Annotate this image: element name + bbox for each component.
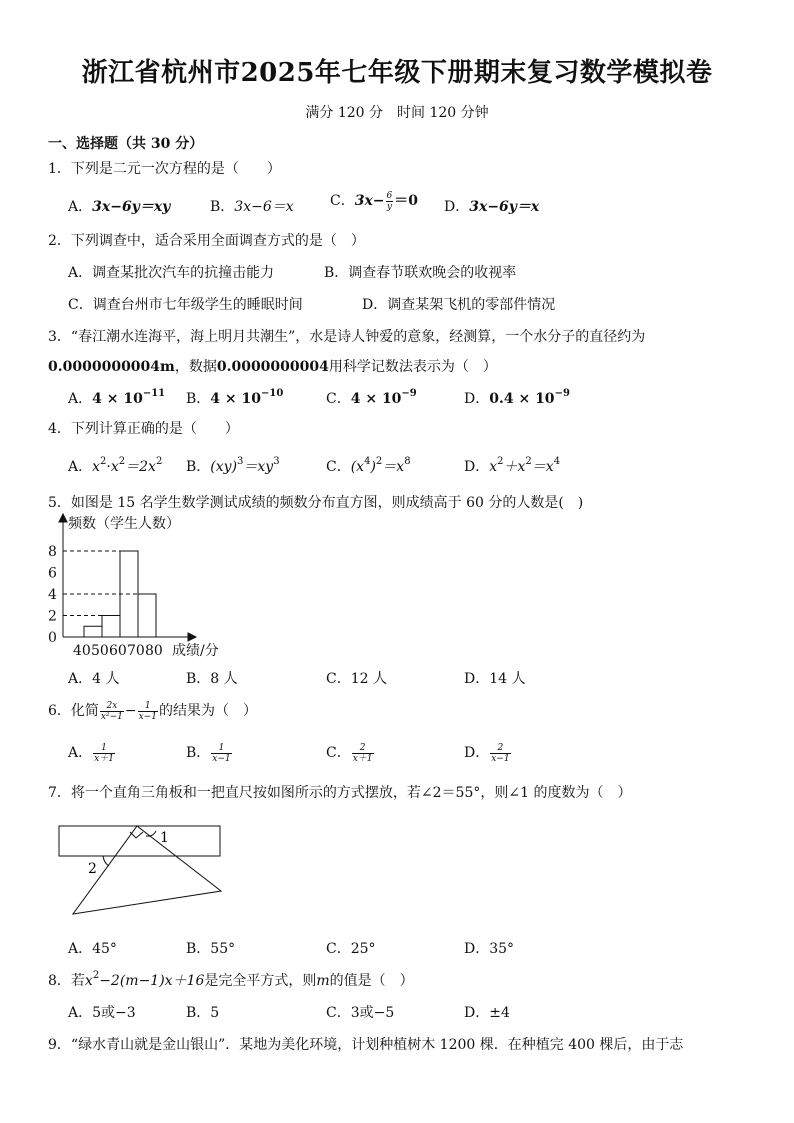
q1-option-a: A．3x−6y＝xy [68,199,171,215]
q8-option-a: A．5或−3 [68,1005,136,1021]
q7-option-a: A．45° [68,941,117,957]
page-subtitle: 满分 120 分 时间 120 分钟 [305,105,489,121]
q1-option-b: B．3x−6＝x [210,199,294,215]
q2-option-c: C．调查台州市七年级学生的睡眠时间 [68,297,303,313]
q5-option-c: C．12 人 [326,671,387,687]
q9-stem: 9．“绿水青山就是金山银山”．某地为美化环境，计划种植树木 1200 棵．在种植完 400 棵后，由于志 [48,1037,684,1053]
y-tick-label: 2 [48,608,57,625]
q6-option-b: B． $\frac{1}{x-1}$ [186,742,231,764]
q3-option-b: B．$4 \times 10^{-10}$ [186,388,284,407]
y-tick-label: 6 [48,565,57,582]
q5-option-b: B．8 人 [186,671,238,687]
q2-option-d: D．调查某架飞机的零部件情况 [362,297,556,313]
q3-option-d: D．$0.4 \times 10^{-9}$ [464,388,570,407]
q5-option-d: D．14 人 [464,671,526,687]
q7-option-d: D．35° [464,941,515,957]
y-tick-label: 8 [48,544,57,560]
q8-option-c: C．3或−5 [326,1005,395,1021]
q3-stem-line2: 0.0000000004m，数据0.0000000004用科学记数法表示为（ ） [48,359,497,375]
q8-option-b: B．5 [186,1005,220,1021]
q4-stem: 4．下列计算正确的是（ ） [48,421,239,437]
q5-stem: 5．如图是 15 名学生数学测试成绩的频数分布直方图，则成绩高于 60 分的人数是( ) [48,495,584,511]
q6-option-c: C． $\frac{2}{x+1}$ [326,742,373,764]
q4-option-d: D．$x^2+x^2=x^4$ [464,456,561,475]
angle-2-arc [103,856,109,866]
histogram-chart [30,510,250,660]
q4-option-b: B．$(xy)^3=xy^3$ [186,456,280,475]
q7-option-c: C．25° [326,941,376,957]
angle-2-label: 2 [88,861,97,877]
q2-stem: 2．下列调查中，适合采用全面调查方式的是（ ） [48,233,365,249]
q5-option-a: A．4 人 [68,671,120,687]
q3-option-c: C．$4 \times 10^{-9}$ [326,388,417,407]
x-tick-label: 70 [127,643,145,659]
q8-option-d: D．±4 [464,1005,510,1021]
x-tick-label: 40 [73,643,91,659]
q4-option-a: A．$x^2\cdot x^2=2x^2$ [68,456,163,475]
x-tick-label: 50 [91,643,109,659]
q3-stem-line1: 3．“春江潮水连海平，海上明月共潮生”，水是诗人钟爱的意象，经测算，一个水分子的直径约为 [48,329,646,345]
q4-option-c: C．$(x^4)^2=x^8$ [326,456,411,475]
q8-stem: 8．若$x^2-2(m-1)x+16$是完全平方式，则m的值是（ ） [48,970,414,989]
ruler-triangle-figure [50,820,230,920]
x-axis-arrow [188,633,196,641]
y-tick-label: 4 [48,587,57,603]
q1-option-d: D．3x−6y＝x [444,199,540,215]
x-tick-label: 60 [109,643,127,659]
q2-option-b: B．调查春节联欢晚会的收视率 [324,265,517,281]
x-tick-label: 80 [145,643,163,659]
angle-1-label: 1 [160,830,169,846]
q7-option-b: B．55° [186,941,236,957]
q6-option-d: D． $\frac{2}{x-1}$ [464,742,510,764]
q1-option-c: C．3x− $\frac{6}{y}$ ＝0 [330,190,419,212]
histogram-bar [138,594,156,637]
x-axis-title: 成绩/分 [172,643,219,659]
page-title: 浙江省杭州市2025年七年级下册期末复习数学模拟卷 [81,58,713,88]
q6-option-a: A． $\frac{1}{x+1}$ [68,742,114,764]
ruler-shape [59,826,220,856]
y-tick-label: 0 [48,630,57,646]
q2-option-a: A．调查某批次汽车的抗撞击能力 [68,265,275,281]
y-axis-title: 频数（学生人数） [68,516,180,532]
y-axis-arrow [59,514,67,522]
section-heading: 一、选择题（共 30 分） [48,136,204,152]
q7-stem: 7．将一个直角三角板和一把直尺按如图所示的方式摆放，若∠2＝55°，则∠1 的度数为（ ） [48,785,632,801]
histogram-bar [84,626,102,637]
q6-stem: 6．化简 $\frac{2x}{\text{x²−1}}$ − $\frac{1}{x-1}$ 的结果为（ ） [48,700,257,722]
q3-option-a: A．$4 \times 10^{-11}$ [68,388,166,407]
q1-stem: 1．下列是二元一次方程的是（ ） [48,161,281,177]
histogram-bar [102,616,120,638]
